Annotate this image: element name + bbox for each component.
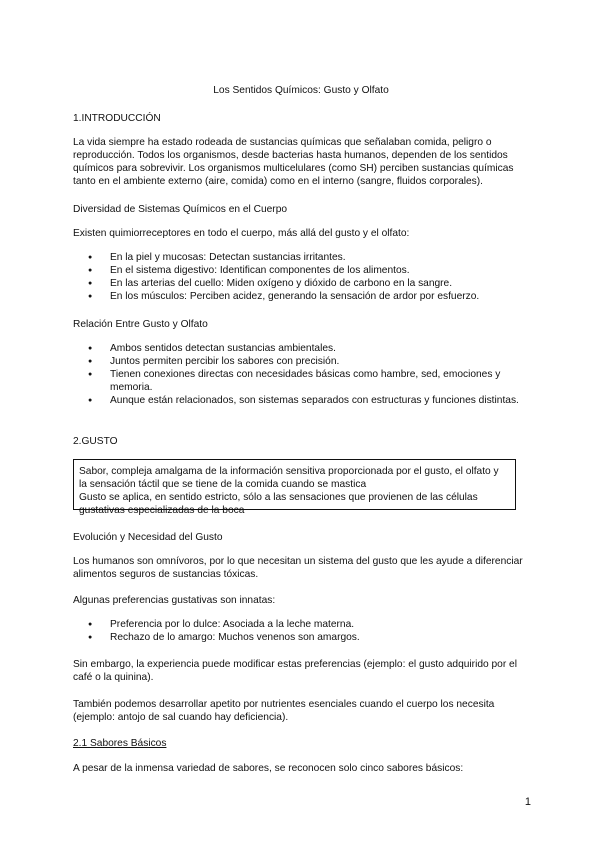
diversity-intro: Existen quimiorreceptores en todo el cuerpo, más allá del gusto y el olfato: — [73, 228, 410, 239]
evolution-heading: Evolución y Necesidad del Gusto — [73, 532, 223, 543]
diversity-list — [73, 251, 529, 303]
list-item: ● Tienen conexiones directas con necesidades básicas como hambre, sed, emociones y memoria. — [73, 368, 529, 394]
list-item: ● Ambos sentidos detectan sustancias ambientales. — [73, 342, 529, 355]
experience-paragraph: Sin embargo, la experiencia puede modificar estas preferencias (ejemplo: el gusto adquirido por el café o la quinina). — [73, 659, 517, 683]
list-item: ● En el sistema digestivo: Identifican componentes de los alimentos. — [73, 264, 529, 277]
appetite-paragraph: También podemos desarrollar apetito por nutrientes esenciales cuando el cuerpo los necesita (ejemplo: antojo de sal cuando hay deficiencia). — [73, 699, 495, 723]
basic-tastes-paragraph: A pesar de la inmensa variedad de sabores, se reconocen solo cinco sabores básicos: — [73, 763, 464, 774]
section-heading-gusto: 2.GUSTO — [73, 436, 118, 447]
list-item: ● Juntos permiten percibir los sabores con precisión. — [73, 355, 529, 368]
subsection-heading-sabores-basicos: 2.1 Sabores Básicos — [73, 738, 167, 749]
innate-intro: Algunas preferencias gustativas son innatas: — [73, 595, 276, 606]
intro-paragraph: La vida siempre ha estado rodeada de sustancias químicas que señalaban comida, peligro o reproducción. Todos los organismos, desde bacterias hasta humanos, dependen de los sentidos químicos para sobrevivir. Los organismos multicelulares (como SH) perciben sustancias químicas tanto en el ambiente externo (aire, comida) como en el interno (sangre, fluidos corporales). — [73, 137, 514, 187]
innate-list — [73, 618, 529, 644]
page-number: 1 — [524, 796, 531, 808]
list-item: ● Aunque están relacionados, son sistemas separados con estructuras y funciones distintas. — [73, 394, 529, 407]
definition-gusto: Gusto se aplica, en sentido estricto, sólo a las sensaciones que provienen de las células gustativas especializadas de la boca — [79, 492, 478, 516]
list-item: ● Rechazo de lo amargo: Muchos venenos son amargos. — [73, 631, 529, 644]
relation-heading: Relación Entre Gusto y Olfato — [73, 319, 208, 330]
list-item: ● En la piel y mucosas: Detectan sustancias irritantes. — [73, 251, 529, 264]
list-item: ● Preferencia por lo dulce: Asociada a la leche materna. — [73, 618, 529, 631]
list-item: ● En las arterias del cuello: Miden oxígeno y dióxido de carbono en la sangre. — [73, 277, 529, 290]
definition-sabor: Sabor, compleja amalgama de la información sensitiva proporcionada por el gusto, el olfato y la sensación táctil que se tiene de la comida cuando se mastica — [79, 466, 499, 490]
definition-box — [73, 459, 516, 516]
evolution-paragraph: Los humanos son omnívoros, por lo que necesitan un sistema del gusto que les ayude a diferenciar alimentos seguros de sustancias tóxicas. — [73, 556, 523, 580]
document-title: Los Sentidos Químicos: Gusto y Olfato — [213, 85, 389, 96]
diversity-heading: Diversidad de Sistemas Químicos en el Cuerpo — [73, 204, 288, 215]
list-item: ● En los músculos: Perciben acidez, generando la sensación de ardor por esfuerzo. — [73, 290, 529, 303]
relation-list — [73, 342, 529, 407]
section-heading-introduccion: 1.INTRODUCCIÓN — [73, 113, 161, 124]
